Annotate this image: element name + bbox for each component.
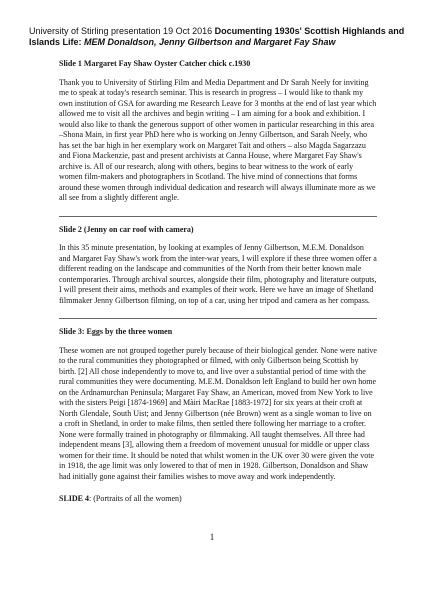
slide-heading: Slide 1 Margaret Fay Shaw Oyster Catcher chick c.1930: [59, 59, 251, 68]
section-divider: [59, 216, 377, 217]
document-header: [29, 26, 409, 48]
slide-paragraph: These women are not grouped together purely because of their biological gender. None were native to the rural communities they photographed or filmed, with only Gilbertson being Scottish by birth. [2] All chose independently to move to, and live over a substantial period of time with the rural communities they were documenting. M.E.M. Donaldson left England to build her own home on the Ardnamurchan Peninsula; Margaret Fay Shaw, an American, moved from New York to live with the sisters Peigi [1874-1969] and Màiri MacRae [1883-1972] for six years at their croft at North Glendale, South Uist; and Jenny Gilbertson (née Brown) went as a single woman to live on a croft in Shetland, in order to make films, then settled there following her marriage to a crofter. None were formally trained in photography or filmmaking. All taught themselves. All three had independent means [3], allowing them a freedom of movement unusual for middle or upper class women for their time. It should be noted that whilst women in the UK over 30 were given the vote in 1918, the age limit was only lowered to that of men in 1928. Gilbertson, Donaldson and Shaw had initially gone against their families wishes to move away and work independently.: [59, 345, 377, 481]
slide-paragraph: Thank you to University of Stirling Film and Media Department and Dr Sarah Neely for inviting me to speak at today's research seminar. This is research in progress – I would like to thank my own institution of GSA for awarding me Research Leave for 3 months at the end of last year which allowed me to visit all the archives and begin writing – I am aiming for a book and exhibition. I would also like to thank the generous support of other women in particular researching in this area –Shona Main, in first year PhD here who is working on Jenny Gilbertson, and Sarah Neely, who has set the bar high in her exemplary work on Margaret Tait and others – also Magda Sagarzazu and Fiona Mackenzie, past and present archivists at Canna House, where Margaret Fay Shaw's archive is. All of our research, along with others, begins to bear witness to the work of early women film-makers and photographers in Scotland. The hive mind of connections that forms around these women through individual dedication and research will always illuminate more as we all see from a slightly different angle.: [59, 77, 377, 202]
header-prefix: University of Stirling presentation 19 Oct 2016: [29, 26, 215, 36]
document-body: [59, 59, 377, 517]
section-slide-3: [59, 327, 377, 482]
section-slide-2: [59, 225, 377, 307]
header-names: MEM Donaldson, Jenny Gilbertson and Margaret Fay Shaw: [84, 37, 336, 47]
section-slide-4: [59, 494, 377, 505]
slide-4-line: [59, 494, 377, 505]
slide-paragraph: In this 35 minute presentation, by looking at examples of Jenny Gilbertson, M.E.M. Donaldson and Margaret Fay Shaw's work from the inter-war years, I will explore if these three women offer a different reading on the landscape and communities of the North from their better known male contemporaries. Through archival sources, alongside their film, photography and literature outputs, I will present their aims, methods and examples of their work. Here we have an image of Shetland filmmaker Jenny Gilbertson filming, on top of a car, using her tripod and camera as her compass.: [59, 243, 377, 305]
slide-heading: Slide 2 (Jenny on car roof with camera): [59, 224, 194, 234]
slide-heading-suffix: : (Portraits of all the women): [89, 494, 182, 503]
header-title: Documenting 1930s' Scottish Highlands and Islands Life:: [29, 26, 405, 47]
section-slide-1: [59, 59, 377, 204]
page-number: 1: [209, 532, 215, 542]
slide-heading: SLIDE 4: [59, 494, 90, 503]
slide-heading: Slide 3: Eggs by the three women: [59, 327, 173, 336]
section-divider: [59, 318, 377, 319]
